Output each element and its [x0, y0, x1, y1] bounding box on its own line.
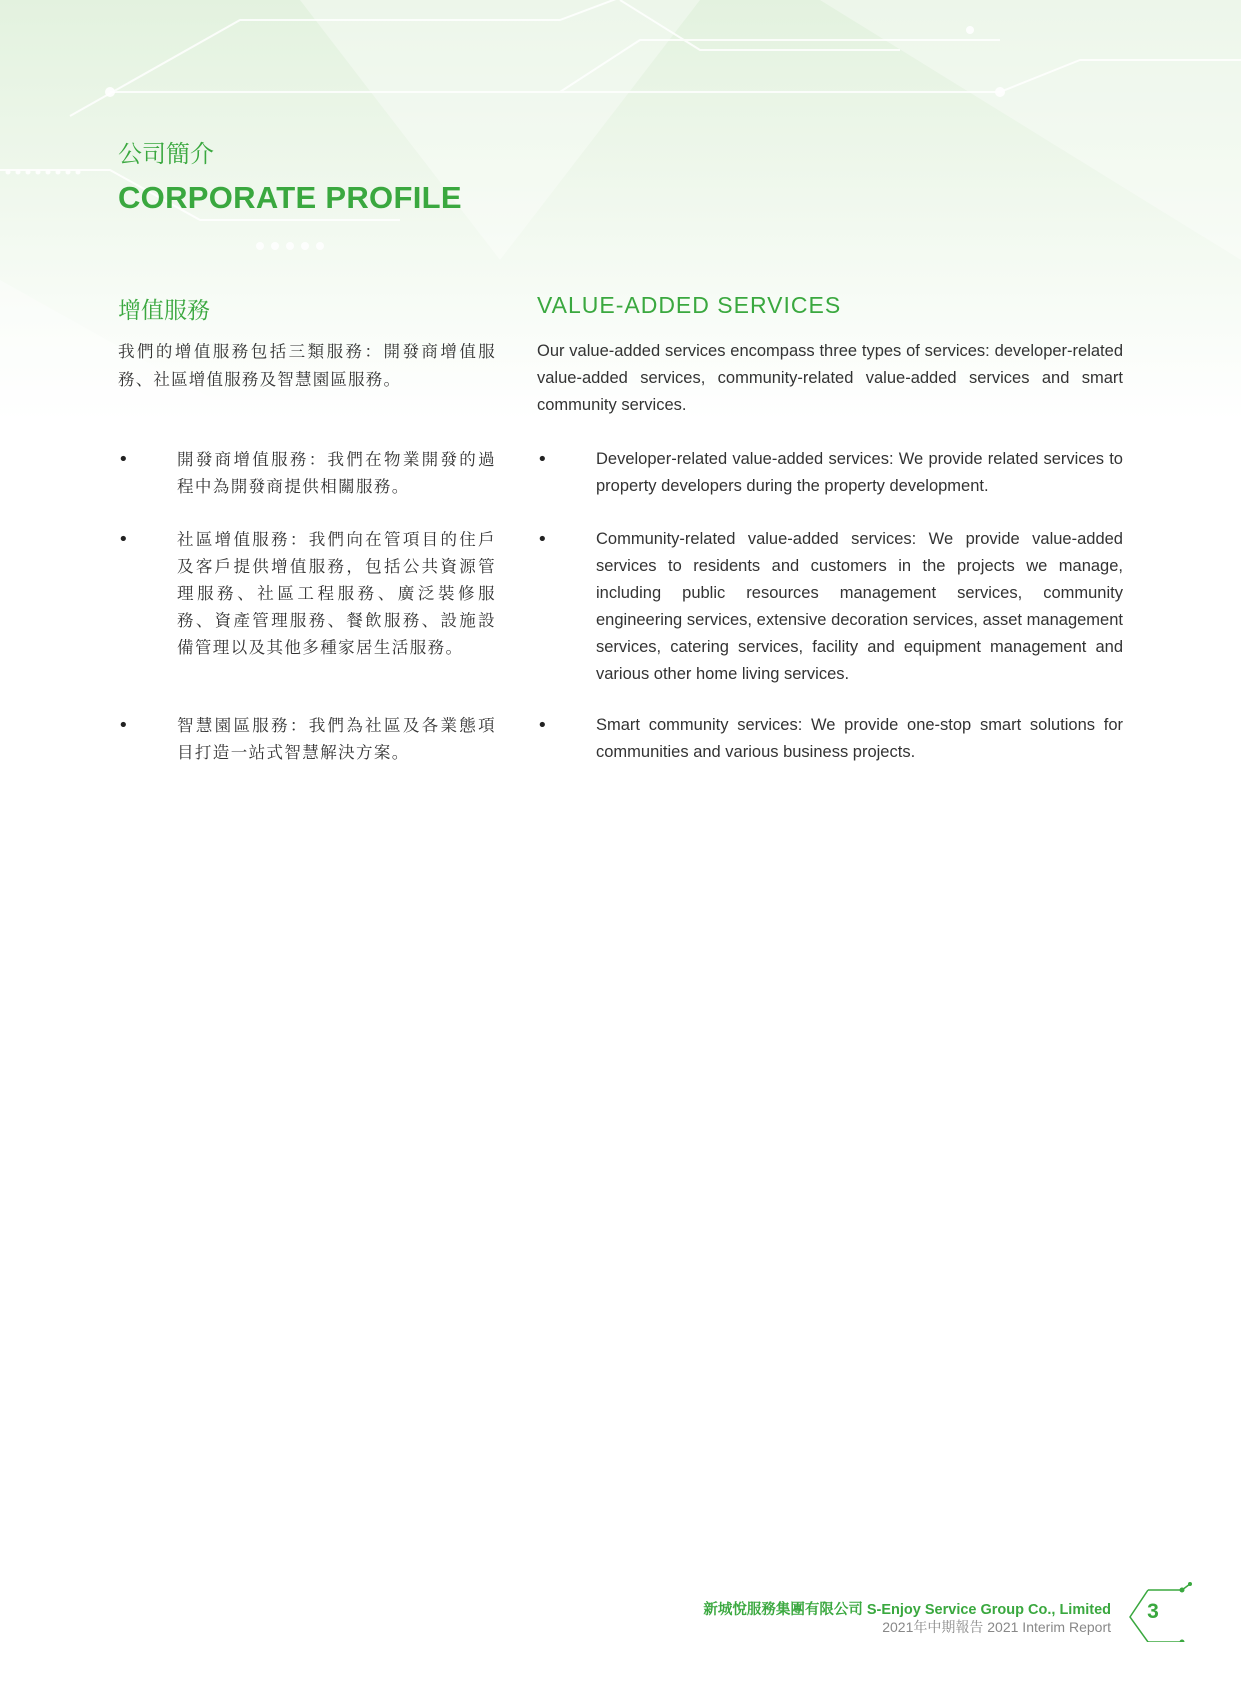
- footer-report-title: 2021年中期報告 2021 Interim Report: [882, 1619, 1111, 1635]
- intro-paragraph-en: Our value-added services encompass three types of services: developer-related value-added services, community-related value-added services and smart community services.: [537, 342, 1123, 414]
- section-heading-en: VALUE-ADDED SERVICES: [537, 292, 842, 318]
- list-item-text: 社區增值服務：我們向在管項目的住戶及客戶提供增值服務，包括公共資源管理服務、社區工程服務、廣泛裝修服務、資產管理服務、餐飲服務、設施設備管理以及其他多種家居生活服務。: [177, 530, 496, 657]
- english-column: [537, 292, 1123, 761]
- page-title-zh: 公司簡介: [118, 140, 214, 168]
- list-item-text: Developer-related value-added services: We provide related services to property developers during the property development.: [596, 450, 1123, 495]
- bullet-icon: •: [118, 449, 129, 470]
- bullet-icon: •: [118, 529, 129, 550]
- bullet-icon: •: [118, 715, 129, 736]
- section-heading-zh: 增值服務: [118, 298, 210, 324]
- chinese-column: [118, 292, 496, 762]
- bullet-icon: •: [537, 715, 548, 736]
- list-item-text: 智慧園區服務：我們為社區及各業態項目打造一站式智慧解決方案。: [177, 716, 496, 762]
- list-item-text: Smart community services: We provide one-stop smart solutions for communities and various business projects.: [596, 716, 1123, 761]
- page-number: 3: [1147, 1600, 1159, 1623]
- list-item-text: 開發商增值服務：我們在物業開發的過程中為開發商提供相關服務。: [177, 450, 496, 496]
- footer-company-name: 新城悅服務集團有限公司 S-Enjoy Service Group Co., Limited: [703, 1602, 1111, 1618]
- page-title-en: CORPORATE PROFILE: [118, 180, 462, 215]
- bullet-icon: •: [537, 449, 548, 470]
- bullet-icon: •: [537, 529, 548, 550]
- intro-paragraph-zh: 我們的增值服務包括三類服務：開發商增值服務、社區增值服務及智慧園區服務。: [118, 342, 496, 389]
- list-item-text: Community-related value-added services: We provide value-added services to residents and customers in the projects we manage, including public resources management services, community engineering services, extensive decoration services, asset management services, catering services, facility and equipment management and various other home living services.: [596, 530, 1123, 683]
